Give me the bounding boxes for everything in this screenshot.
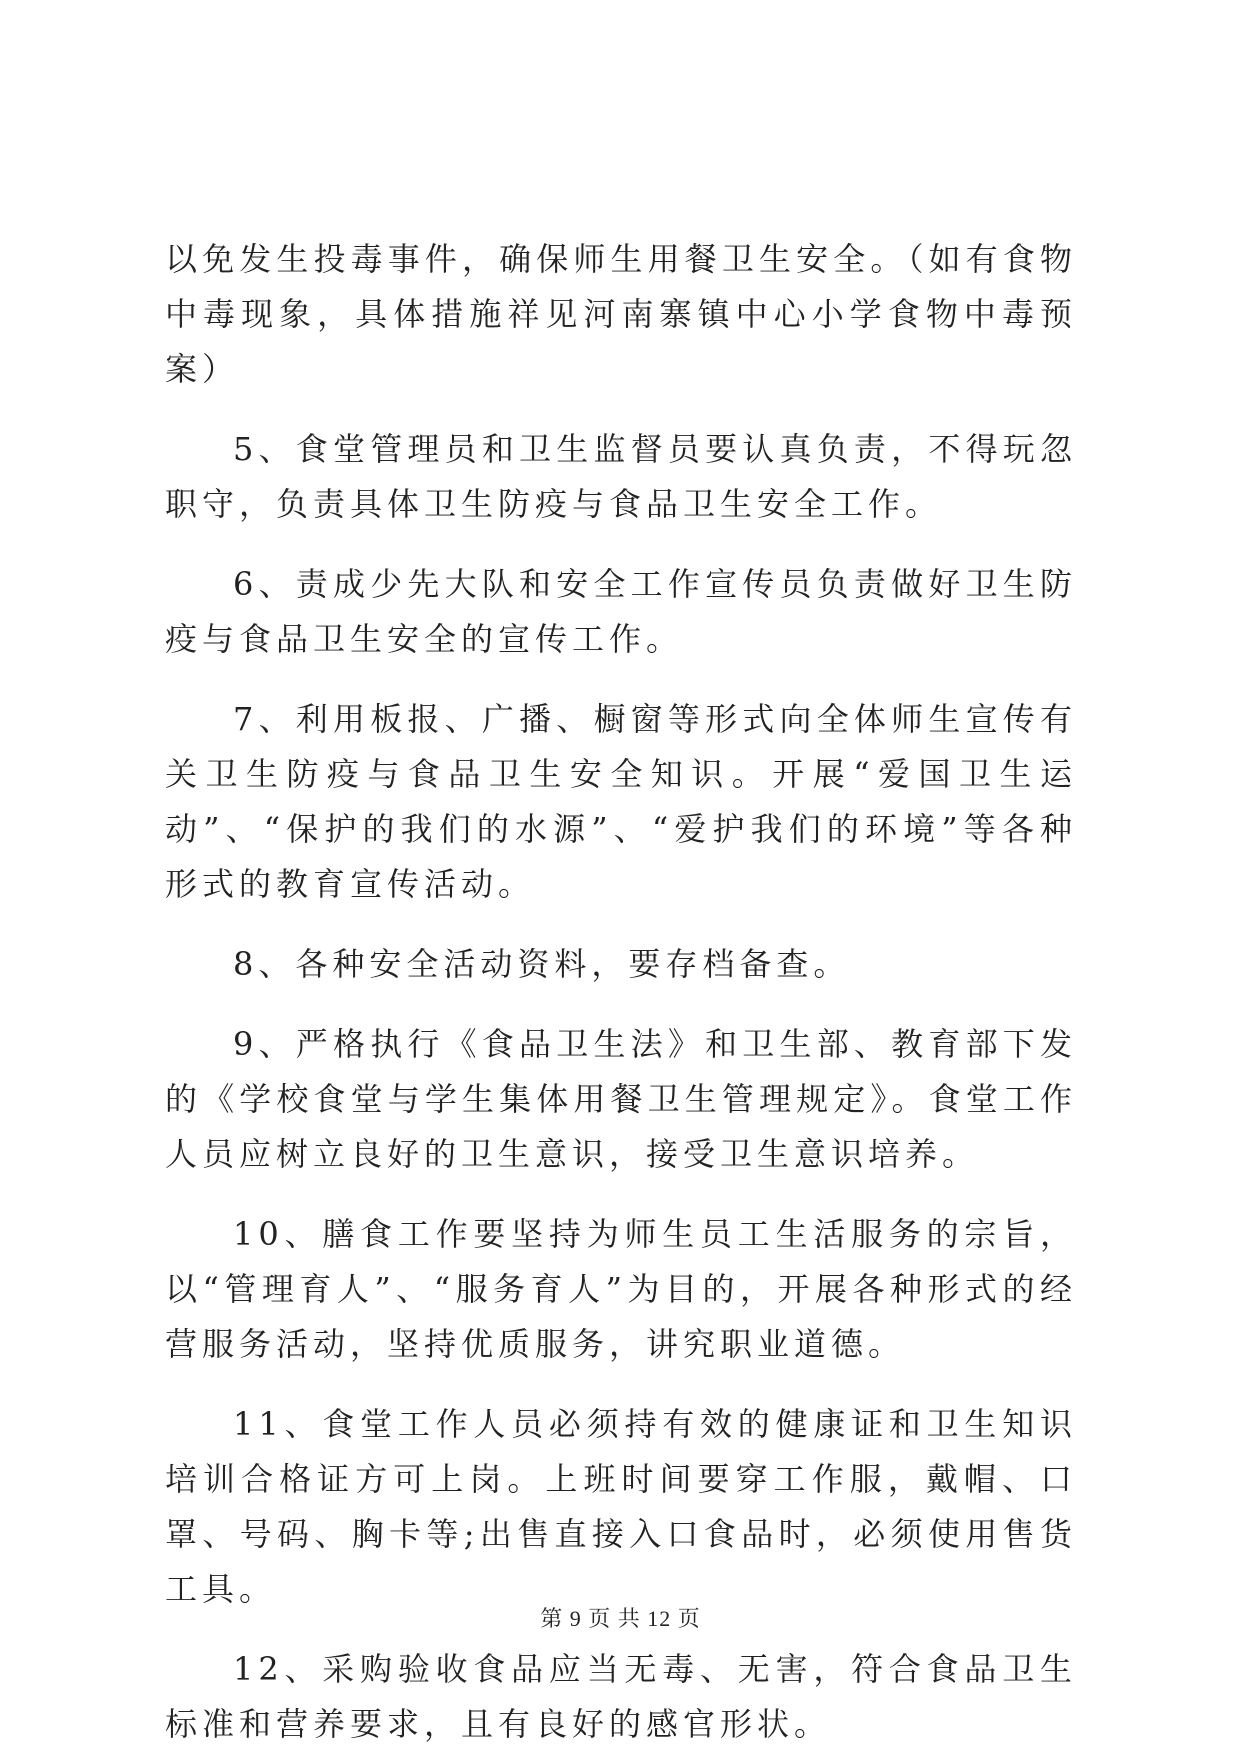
paragraph-item-6: 6、责成少先大队和安全工作宣传员负责做好卫生防疫与食品卫生安全的宣传工作。 xyxy=(165,565,1077,658)
paragraph-item-10: 10、膳食工作要坚持为师生员工生活服务的宗旨，以“管理育人”、“服务育人”为目的，开展各种形式的经营服务活动，坚持优质服务，讲究职业道德。 xyxy=(165,1215,1077,1363)
paragraph-item-9: 9、严格执行《食品卫生法》和卫生部、教育部下发的《学校食堂与学生集体用餐卫生管理规定》。食堂工作人员应树立良好的卫生意识，接受卫生意识培养。 xyxy=(165,1025,1077,1173)
paragraph-continued: 以免发生投毒事件，确保师生用餐卫生安全。（如有食物中毒现象，具体措施祥见河南寨镇中心小学食物中毒预案） xyxy=(165,240,1077,388)
page-number-label: 第 9 页 共 12 页 xyxy=(540,1606,701,1631)
paragraph-item-8: 8、各种安全活动资料，要存档备查。 xyxy=(233,945,851,983)
paragraph-item-12: 12、采购验收食品应当无毒、无害，符合食品卫生标准和营养要求，且有良好的感官形状。 xyxy=(165,1650,1077,1743)
paragraph-item-11: 11、食堂工作人员必须持有效的健康证和卫生知识培训合格证方可上岗。上班时间要穿工作服，戴帽、口罩、号码、胸卡等;出售直接入口食品时，必须使用售货工具。 xyxy=(165,1405,1077,1608)
page-footer xyxy=(0,1604,1241,1634)
paragraph-item-5: 5、食堂管理员和卫生监督员要认真负责，不得玩忽职守，负责具体卫生防疫与食品卫生安全工作。 xyxy=(165,430,1077,523)
paragraph-item-7: 7、利用板报、广播、橱窗等形式向全体师生宣传有关卫生防疫与食品卫生安全知识。开展“爱国卫生运动”、“保护的我们的水源”、“爱护我们的环境”等各种形式的教育宣传活动。 xyxy=(165,700,1077,903)
document-body xyxy=(165,232,1077,1752)
